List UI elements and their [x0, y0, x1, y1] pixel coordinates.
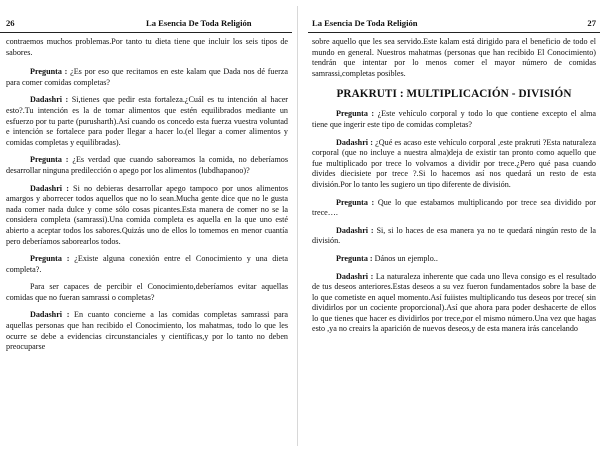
paragraph: [6, 155, 288, 176]
paragraph: [312, 272, 596, 336]
page-number: 27: [587, 18, 596, 28]
page-number: 26: [6, 18, 15, 28]
speaker-label: Dadashri :: [336, 137, 373, 147]
speaker-label: Dadashri :: [336, 271, 374, 281]
paragraph-text: Si,tienes que pedir esta fortaleza.¿Cuál es tu intención al hacer esto?.Tu intención es la de tomar alimentos que estén equilibrados mediante un esfuerzo por tu parte (purusharth).Así cuando os concedo esta fuerza vuestra voluntad e intención se fortalece para poder llegar a hacer lo.(el llegar a comer alimentos y comidas completas y equilibradas).: [6, 95, 289, 147]
paragraph-text: ¿Es por eso que recitamos en este kalam que Dada nos dé fuerza para comer comidas completas?: [6, 67, 289, 87]
paragraph: [312, 226, 596, 247]
page-body: [0, 37, 292, 353]
speaker-label: Pregunta :: [336, 109, 375, 119]
speaker-label: Dadashri :: [336, 225, 374, 235]
page-header: [0, 15, 292, 33]
running-title: La Esencia De Toda Religión: [312, 18, 418, 28]
paragraph: [312, 254, 596, 265]
paragraph-text: ¿Existe alguna conexión entre el Conocimiento y una dieta completa?.: [6, 254, 289, 274]
paragraph-text: La naturaleza inherente que cada uno lleva consigo es el resultado de tus deseos anteriores.Estas deseos a su vez fueron fundamentados sobre la base de lo que cometiste en aquel momento.Así fuiistes multiplicando tus deseos por trece( sin dividirlos por un cociente proporcional).Así que ahora para poder deshacerte de ellos lo que tienes que hacer es dividirlos por trece,por el mismo número.Una vez que hagas esto ,ya no creairs la aparición de nuevos deseos,y de esta manera irás cancelando: [312, 271, 597, 334]
paragraph-text: Si, si lo haces de esa manera ya no te quedará ningún resto de la división.: [312, 225, 597, 246]
paragraph: [6, 282, 288, 303]
paragraph-text: ¿Qué es acaso este vehículo corporal ,este prakruti ?Esta naturaleza corporal (que no incluye a nuestra alma)deja de existir tan pronto como aquello que fue multiplicado por trece lo volvamos a dividir por trece.¿Pero qué pasa cuando divides diecisiete por trece ?.Si lo hacemos así nos quedará un resto de esta división.Por lo tanto les sugiero un tipo diferente de división.: [312, 137, 596, 189]
page-gutter: [297, 6, 298, 446]
paragraph: [312, 109, 596, 130]
speaker-label: Pregunta :: [336, 253, 373, 263]
paragraph: sobre aquello que les sea servido.Este kalam está dirigido para el beneficio de todo el mundo en general. Nuestros mahatmas (personas que han recibido El Conocimiento) tendrán que intentar por lo menos comer el mayor número de comidas samrassi,completas posibles.: [312, 37, 596, 78]
paragraph: [6, 310, 288, 352]
paragraph: [6, 254, 288, 275]
paragraph-text: Para ser capaces de percibir el Conocimiento,deberíamos evitar aquellas comidas que no fueran samrassi o completas?: [6, 282, 288, 302]
right-page: [308, 0, 600, 453]
paragraph: [6, 67, 288, 88]
speaker-label: Pregunta :: [336, 197, 375, 207]
running-title: La Esencia De Toda Religión: [146, 18, 252, 28]
paragraph: [312, 198, 596, 219]
paragraph: [6, 37, 288, 58]
paragraph-text: Que lo que estabamos multiplicando por trece sea dividido por trece….: [312, 197, 597, 218]
paragraph-text: En cuanto concierne a las comidas completas samrassi para aquellas personas que han recibido el Conocimiento, los mahatmas, todo lo que les ocurre se debe a evidencias circunstanciales y científicas,y por lo tanto no deben preocuparse: [6, 310, 289, 352]
paragraph-text: ¿Es verdad que cuando saboreamos la comida, no deberíamos desarrollar ninguna predilección o apego por los alimentos (lubdhapanoo)?: [6, 155, 289, 175]
page-body: [308, 37, 600, 335]
speaker-label: Pregunta :: [30, 67, 68, 77]
page-header: [308, 15, 600, 33]
paragraph: [6, 184, 288, 248]
section-title: PRAKRUTI : MULTIPLICACIÓN - DIVISIÓN: [336, 88, 572, 101]
left-page: [0, 0, 292, 453]
speaker-label: Pregunta :: [30, 155, 69, 165]
speaker-label: Dadashri :: [30, 95, 69, 105]
paragraph-text: Dános un ejemplo..: [374, 253, 438, 263]
paragraph: [312, 138, 596, 191]
speaker-label: Pregunta :: [30, 254, 70, 264]
paragraph-text: contraemos muchos problemas.Por tanto tu dieta tiene que incluir los seis tipos de sabores.: [6, 37, 288, 57]
speaker-label: Dadashri :: [30, 183, 69, 193]
paragraph-text: ¿Este vehículo corporal y todo lo que contiene excepto el alma tiene que ingerir este tipo de comidas completas?: [312, 109, 597, 129]
paragraph-text: Si no debieras desarrollar apego tampoco por unos alimentos amargos y aborrecer todos aquellos que no lo sean.Mucha gente dice que no le gusta nada comer nada dulce y come sólo cosas picantes.Esta manera de comer no se la considera completa (samrassi).Una comida completa es aquella en la que uno esté abierto a aceptar todos los sabores.Quizás uno de ellos lo tomemos en menor cuantía pero deberíamos saborearlos todos.: [6, 183, 289, 246]
paragraph: [6, 95, 288, 148]
speaker-label: Dadashri :: [30, 310, 70, 320]
